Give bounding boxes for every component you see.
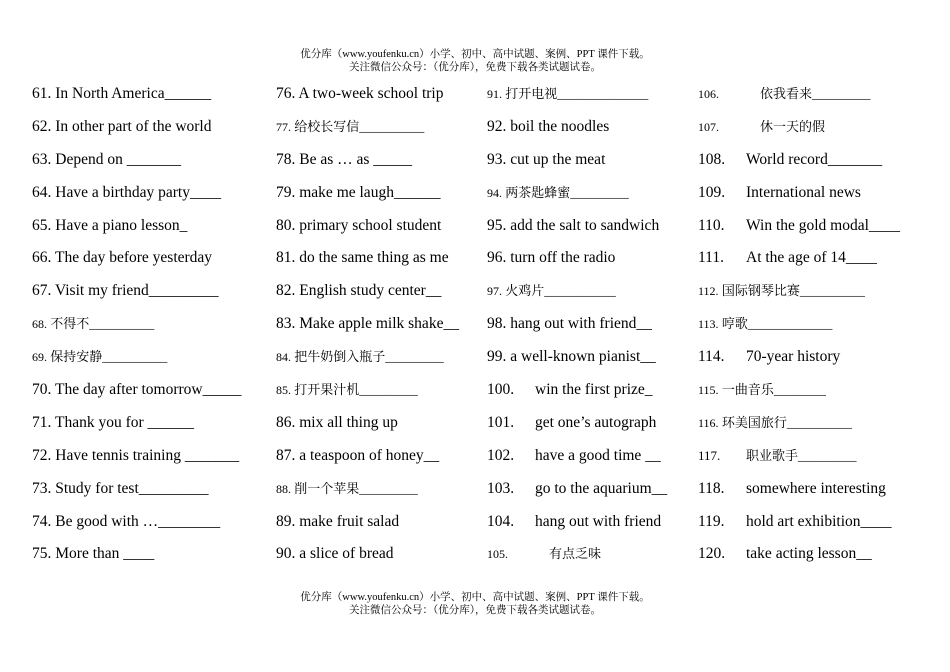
item-text: hang out with friend: [510, 315, 637, 333]
list-item: [276, 473, 506, 506]
item-text: get one’s autograph: [535, 413, 657, 431]
list-item: [698, 440, 928, 473]
list-item: [32, 275, 262, 308]
item-text: 不得不: [50, 316, 90, 332]
item-text: a slice of bread: [299, 545, 394, 563]
item-text: somewhere interesting: [746, 479, 886, 497]
answer-blank: _________: [570, 184, 629, 200]
list-item: [487, 374, 717, 407]
list-item: [32, 473, 262, 506]
answer-blank: __________: [359, 118, 425, 134]
item-number: 77.: [276, 119, 291, 134]
item-number: 89.: [276, 512, 296, 530]
list-item: [698, 111, 928, 144]
list-item: [276, 506, 506, 539]
list-item: [698, 177, 928, 210]
answer-blank: ______: [147, 413, 195, 431]
list-item: [32, 341, 262, 374]
item-text: Make apple milk shake: [299, 315, 444, 333]
list-item: [32, 111, 262, 144]
item-text: 职业歌手: [746, 447, 799, 463]
item-number: 83.: [276, 315, 296, 333]
answer-blank: ____: [845, 249, 877, 267]
item-number: 115.: [698, 383, 719, 398]
list-item: [32, 506, 262, 539]
answer-blank: ______: [164, 85, 212, 102]
answer-blank: _______: [184, 446, 240, 464]
list-item: [32, 538, 262, 571]
item-text: At the age of 14: [746, 249, 846, 267]
list-item: [276, 111, 506, 144]
item-text: The day before yesterday: [54, 249, 213, 267]
item-text: 火鸡片: [505, 283, 545, 299]
list-item: [276, 210, 506, 243]
item-text: Be good with …: [55, 512, 159, 530]
answer-blank: __________: [89, 316, 155, 332]
answer-blank: ____: [123, 545, 155, 563]
item-text: cut up the meat: [510, 150, 606, 168]
item-number: 116.: [698, 415, 719, 430]
column-4: [698, 78, 928, 571]
item-number: 94.: [487, 185, 502, 200]
answer-blank: __: [425, 282, 442, 300]
item-number: 74.: [32, 512, 52, 530]
phrase-list-grid: [0, 78, 950, 573]
item-number: 65.: [32, 216, 52, 234]
list-item: [32, 374, 262, 407]
item-text: English study center: [299, 282, 426, 300]
item-text: a well-known pianist: [510, 348, 641, 366]
header-line-2: 关注微信公众号：（优分库），免费下载各类试题试卷。: [349, 62, 601, 73]
item-text: have a good time: [535, 446, 646, 464]
answer-blank: __: [636, 315, 652, 333]
list-item: [698, 242, 928, 275]
answer-blank: __: [651, 479, 668, 497]
item-text: mix all thing up: [299, 413, 398, 431]
answer-blank: __: [640, 348, 656, 366]
item-text: 打开电视: [505, 86, 558, 101]
answer-blank: __: [856, 545, 872, 563]
item-number: 87.: [276, 446, 296, 464]
item-text: do the same thing as me: [299, 249, 449, 267]
list-item: [487, 177, 717, 210]
item-number: 67.: [32, 282, 52, 300]
item-text: add the salt to sandwich: [510, 216, 660, 234]
list-item: [276, 242, 506, 275]
item-number: 76.: [276, 85, 296, 102]
item-number: 118.: [698, 479, 725, 497]
item-number: 63.: [32, 150, 52, 168]
answer-blank: __: [443, 315, 459, 333]
item-number: 90.: [276, 545, 296, 563]
answer-blank: _________: [385, 349, 444, 365]
page-footer: [0, 591, 950, 617]
list-item: [487, 210, 717, 243]
list-item: [32, 242, 262, 275]
answer-blank: ____: [868, 216, 900, 234]
answer-blank: _________: [812, 86, 871, 101]
item-text: 把牛奶倒入瓶子: [294, 349, 386, 365]
item-text: Win the gold modal: [746, 216, 869, 234]
item-text: 给校长写信: [294, 118, 360, 134]
item-number: 84.: [276, 350, 291, 365]
list-item: [698, 374, 928, 407]
item-text: In other part of the world: [55, 117, 212, 135]
item-text: 环美国旅行: [721, 414, 787, 430]
item-text: 削一个苹果: [294, 480, 360, 496]
list-item: [276, 341, 506, 374]
header-line-1: 优分库（www.youfenku.cn）小学、初中、高中试题、案例、PPT 课件下载。: [300, 49, 650, 60]
page-header: [0, 48, 950, 74]
list-item: [276, 374, 506, 407]
list-item: [698, 308, 928, 341]
item-text: 一曲音乐: [721, 382, 774, 398]
item-number: 86.: [276, 413, 296, 431]
item-number: 71.: [32, 413, 52, 431]
item-number: 119.: [698, 512, 725, 530]
item-text: hang out with friend: [535, 512, 662, 530]
list-item: [32, 440, 262, 473]
item-number: 82.: [276, 282, 296, 300]
answer-blank: _____________: [747, 316, 833, 332]
item-number: 85.: [276, 383, 291, 398]
item-number: 101.: [487, 413, 515, 431]
item-number: 120.: [698, 545, 726, 563]
item-number: 79.: [276, 183, 296, 201]
item-text: More than: [55, 545, 124, 563]
item-number: 95.: [487, 216, 507, 234]
list-item: [698, 538, 928, 571]
list-item: [487, 341, 717, 374]
item-text: Visit my friend: [54, 282, 149, 300]
answer-blank: _______: [126, 150, 181, 168]
column-1: [32, 78, 262, 571]
item-text: 哼歌: [721, 316, 748, 332]
answer-blank: __________: [799, 283, 865, 299]
column-3: [487, 78, 717, 571]
item-text: Have tennis training: [55, 446, 185, 464]
list-item: [487, 275, 717, 308]
answer-blank: __________: [786, 414, 852, 430]
list-item: [698, 144, 928, 177]
item-number: 99.: [487, 348, 507, 366]
list-item: [487, 506, 717, 539]
item-number: 111.: [698, 249, 724, 267]
answer-blank: _________: [798, 447, 857, 463]
answer-blank: _: [644, 381, 653, 399]
list-item: [698, 210, 928, 243]
list-item: [276, 538, 506, 571]
answer-blank: _________: [359, 480, 418, 496]
item-number: 73.: [32, 479, 52, 497]
item-number: 108.: [698, 150, 726, 168]
item-text: Study for test: [55, 479, 139, 497]
list-item: [32, 308, 262, 341]
item-text: boil the noodles: [510, 117, 610, 135]
list-item: [487, 111, 717, 144]
item-number: 68.: [32, 317, 47, 332]
item-number: 97.: [487, 284, 502, 299]
item-number: 106.: [698, 87, 719, 101]
footer-line-1: 优分库（www.youfenku.cn）小学、初中、高中试题、案例、PPT 课件下载。: [300, 592, 650, 603]
list-item: [32, 177, 262, 210]
list-item: [32, 78, 262, 111]
answer-blank: ____: [860, 512, 892, 530]
item-text: take acting lesson: [746, 545, 857, 563]
item-number: 69.: [32, 350, 47, 365]
item-text: International news: [746, 183, 861, 201]
item-text: turn off the radio: [510, 249, 616, 267]
item-number: 103.: [487, 479, 515, 497]
item-number: 102.: [487, 446, 515, 464]
item-text: 70-year history: [746, 348, 841, 366]
item-number: 109.: [698, 183, 726, 201]
list-item: [487, 242, 717, 275]
item-number: 117.: [698, 447, 721, 463]
item-number: 100.: [487, 381, 515, 399]
list-item: [487, 538, 717, 571]
list-item: [32, 407, 262, 440]
item-text: Have a birthday party: [55, 183, 190, 201]
item-text: 依我看来: [760, 86, 813, 101]
answer-blank: _____: [373, 150, 413, 168]
list-item: [698, 275, 928, 308]
list-item: [487, 78, 717, 111]
answer-blank: _________: [148, 282, 219, 300]
answer-blank: __: [423, 446, 440, 464]
item-text: 休一天的假: [760, 118, 826, 134]
answer-blank: _______: [827, 150, 883, 168]
list-item: [276, 177, 506, 210]
answer-blank: ________: [773, 382, 826, 398]
list-item: [276, 275, 506, 308]
item-number: 81.: [276, 249, 296, 267]
answer-blank: _: [179, 216, 188, 234]
item-number: 75.: [32, 545, 52, 563]
item-text: go to the aquarium: [535, 479, 652, 497]
item-number: 110.: [698, 216, 725, 234]
item-number: 72.: [32, 446, 52, 464]
item-number: 93.: [487, 150, 507, 168]
list-item: [32, 144, 262, 177]
item-text: primary school student: [299, 216, 442, 234]
item-text: Depend on: [55, 150, 127, 168]
list-item: [487, 407, 717, 440]
list-item: [698, 78, 928, 111]
answer-blank: __: [645, 446, 661, 464]
list-item: [487, 440, 717, 473]
item-number: 92.: [487, 117, 507, 135]
list-item: [698, 506, 928, 539]
list-item: [276, 144, 506, 177]
list-item: [487, 144, 717, 177]
list-item: [487, 308, 717, 341]
item-number: 113.: [698, 317, 719, 332]
item-number: 62.: [32, 117, 52, 135]
item-number: 112.: [698, 284, 719, 299]
item-number: 107.: [698, 119, 719, 134]
item-number: 80.: [276, 216, 296, 234]
item-number: 98.: [487, 315, 507, 333]
answer-blank: _________: [359, 382, 418, 398]
answer-blank: ___________: [544, 283, 616, 299]
list-item: [698, 473, 928, 506]
footer-line-2: 关注微信公众号：（优分库），免费下载各类试题试卷。: [349, 605, 601, 616]
answer-blank: __________: [102, 349, 168, 365]
item-text: hold art exhibition: [746, 512, 861, 530]
item-text: A two-week school trip: [298, 85, 444, 102]
column-2: [276, 78, 506, 571]
answer-blank: ______________: [557, 86, 649, 101]
item-text: win the first prize: [535, 381, 645, 399]
item-text: Be as … as: [299, 150, 374, 168]
list-item: [276, 308, 506, 341]
item-number: 114.: [698, 348, 725, 366]
item-text: In North America: [55, 85, 165, 102]
item-text: 保持安静: [50, 349, 103, 365]
item-text: Have a piano lesson: [55, 216, 180, 234]
answer-blank: ________: [158, 512, 221, 530]
answer-blank: _________: [138, 479, 209, 497]
item-number: 96.: [487, 249, 507, 267]
item-number: 61.: [32, 85, 52, 102]
list-item: [276, 78, 506, 111]
item-number: 104.: [487, 512, 515, 530]
item-text: 两茶匙蜂蜜: [505, 184, 571, 200]
list-item: [698, 341, 928, 374]
list-item: [276, 407, 506, 440]
item-text: make me laugh: [299, 183, 394, 201]
item-number: 66.: [32, 249, 52, 267]
item-text: make fruit salad: [299, 512, 400, 530]
list-item: [487, 473, 717, 506]
item-text: World record: [746, 150, 828, 168]
answer-blank: _____: [202, 381, 242, 399]
item-number: 78.: [276, 150, 296, 168]
item-text: Thank you for: [54, 413, 148, 431]
answer-blank: ______: [393, 183, 441, 201]
item-text: 有点乏味: [549, 546, 602, 562]
item-number: 105.: [487, 547, 508, 562]
item-number: 88.: [276, 481, 291, 496]
list-item: [32, 210, 262, 243]
item-number: 64.: [32, 183, 52, 201]
item-number: 70.: [32, 381, 52, 399]
item-text: a teaspoon of honey: [299, 446, 424, 464]
item-text: The day after tomorrow: [54, 381, 203, 399]
item-text: 打开果汁机: [294, 382, 360, 398]
item-number: 91.: [487, 87, 502, 101]
item-text: 国际钢琴比赛: [721, 283, 800, 299]
list-item: [276, 440, 506, 473]
answer-blank: ____: [189, 183, 221, 201]
list-item: [698, 407, 928, 440]
